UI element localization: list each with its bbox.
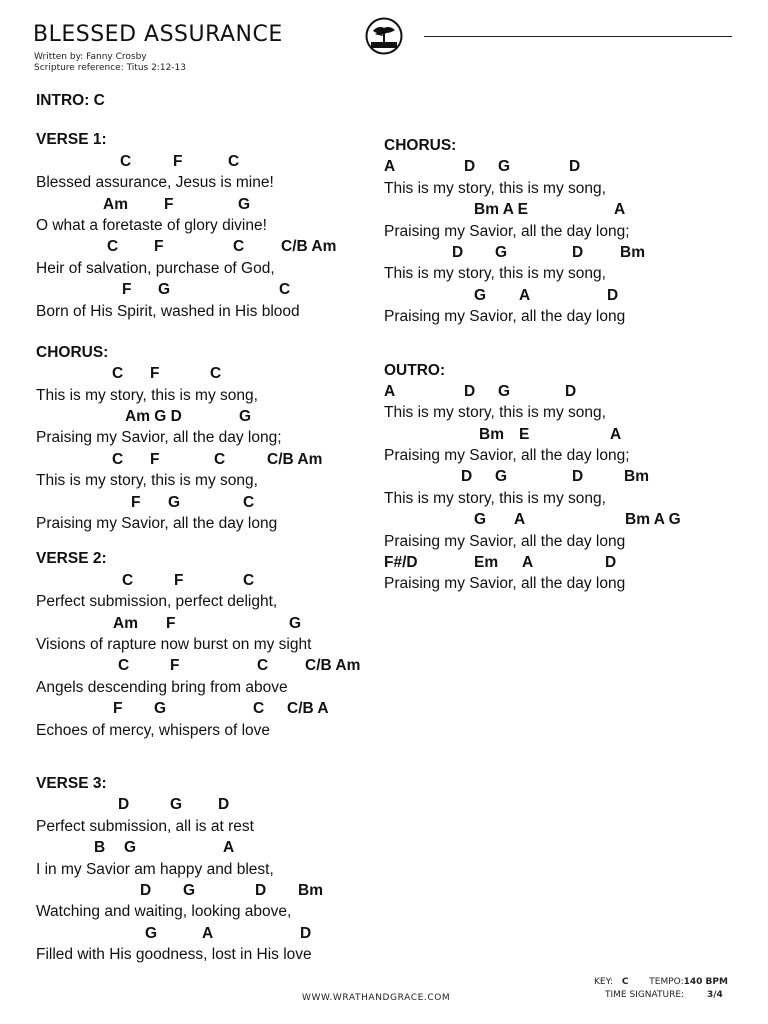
chord: D xyxy=(452,243,464,261)
chord: G xyxy=(183,881,196,899)
outro-heading: OUTRO: xyxy=(384,361,446,379)
key-value: C xyxy=(621,977,629,987)
chord-line xyxy=(36,698,329,719)
chord: G xyxy=(474,286,487,304)
chord: D xyxy=(118,796,130,814)
chord: F xyxy=(166,614,176,632)
lyric-line: Praising my Savior, all the day long; xyxy=(384,447,630,465)
chord: G xyxy=(170,796,183,814)
chord: F xyxy=(170,657,180,675)
chord: D xyxy=(464,382,476,400)
chorus1-heading: CHORUS: xyxy=(36,343,109,361)
chord: D xyxy=(607,286,619,304)
chord: C xyxy=(233,238,245,256)
chord: C/B A xyxy=(287,700,329,718)
chord: Bm A G xyxy=(625,511,681,529)
lyric-line: Visions of rapture now burst on my sight xyxy=(36,635,312,653)
lyric-line: Praising my Savior, all the day long xyxy=(36,515,278,533)
header-rule xyxy=(424,36,732,37)
chord: D xyxy=(605,554,617,572)
chord: F xyxy=(131,493,141,511)
chord: G xyxy=(168,493,181,511)
chord: A xyxy=(202,924,214,942)
chord: F xyxy=(174,571,184,589)
chord: C xyxy=(214,450,226,468)
chord: C xyxy=(122,571,134,589)
song-title: BLESSED ASSURANCE xyxy=(33,22,283,47)
chord-line xyxy=(384,199,630,220)
chord-line xyxy=(36,279,312,300)
lyric-line: Praising my Savior, all the day long; xyxy=(36,429,282,447)
chord: A xyxy=(522,554,534,572)
chord: C/B Am xyxy=(267,450,323,468)
chord-line xyxy=(384,285,630,306)
chord: E xyxy=(519,425,530,443)
chord: A xyxy=(514,511,526,529)
chord: G xyxy=(124,839,137,857)
chord: C/B Am xyxy=(305,657,361,675)
chord: C xyxy=(120,152,132,170)
chord: G xyxy=(145,924,158,942)
lyric-line: O what a foretaste of glory divine! xyxy=(36,216,267,234)
chord-line xyxy=(36,151,312,172)
chord: Bm A E xyxy=(474,201,528,219)
chord: F xyxy=(122,281,132,299)
chord-line xyxy=(36,194,312,215)
chord: Bm xyxy=(620,243,645,261)
chord: G xyxy=(498,158,511,176)
intro-heading: INTRO: C xyxy=(36,92,105,109)
chord: F xyxy=(164,195,174,213)
lyric-line: Angels descending bring from above xyxy=(36,678,288,696)
chord: D xyxy=(461,468,473,486)
chord-line xyxy=(384,156,630,177)
chord-line xyxy=(384,509,681,530)
chord: G xyxy=(495,468,508,486)
chord: A xyxy=(614,201,626,219)
verse3-heading: VERSE 3: xyxy=(36,774,107,792)
lyric-line: This is my story, this is my song, xyxy=(384,265,606,283)
lyric-line: Echoes of mercy, whispers of love xyxy=(36,721,271,739)
lyric-line: Born of His Spirit, washed in His blood xyxy=(36,302,300,320)
chord-line xyxy=(36,613,312,634)
chord: B xyxy=(94,839,106,857)
time-signature-line xyxy=(605,989,728,1002)
chord: D xyxy=(565,382,577,400)
chord: Am xyxy=(103,195,128,213)
chord: C xyxy=(253,700,265,718)
verse1-heading: VERSE 1: xyxy=(36,131,107,149)
chord: Bm xyxy=(624,468,649,486)
tempo-value: 140 BPM xyxy=(683,977,728,987)
right-column xyxy=(384,135,681,595)
time-signature-label: TIME SIGNATURE: xyxy=(605,990,685,1000)
lyric-line: Perfect submission, perfect delight, xyxy=(36,593,278,611)
chord: G xyxy=(238,195,251,213)
chord-line xyxy=(36,236,337,257)
chord: F xyxy=(113,700,123,718)
chord: Am xyxy=(113,614,138,632)
chord-line xyxy=(36,363,312,384)
lyric-line: Praising my Savior, all the day long xyxy=(384,532,626,550)
chord: C xyxy=(243,571,255,589)
chord-line xyxy=(36,492,312,513)
verse2-heading: VERSE 2: xyxy=(36,550,107,568)
chord: C xyxy=(210,365,222,383)
chord: C xyxy=(112,450,124,468)
chord: G xyxy=(239,408,252,426)
chord: G xyxy=(474,511,487,529)
lyric-line: This is my story, this is my song, xyxy=(384,404,606,422)
chord-line xyxy=(36,570,312,591)
chord: Am G D xyxy=(125,408,182,426)
chord: A xyxy=(223,839,235,857)
chord: F#/D xyxy=(384,554,418,572)
lyric-line: Perfect submission, all is at rest xyxy=(36,817,254,835)
lyric-line: Heir of salvation, purchase of God, xyxy=(36,259,275,277)
left-column xyxy=(36,90,361,965)
chord: Bm xyxy=(479,425,504,443)
chord-line xyxy=(36,923,312,944)
chord-line xyxy=(384,242,645,263)
chord: Em xyxy=(474,554,499,572)
chorus2-heading: CHORUS: xyxy=(384,137,457,154)
chord: D xyxy=(572,468,584,486)
chord: D xyxy=(569,158,581,176)
key-label: KEY: xyxy=(594,977,613,987)
song-info xyxy=(594,976,728,1002)
chord-line xyxy=(36,406,312,427)
chord: D xyxy=(218,796,230,814)
chord-line xyxy=(36,794,312,815)
scripture-reference: Scripture reference: Titus 2:12-13 xyxy=(34,63,186,73)
chord: F xyxy=(150,365,160,383)
chord: G xyxy=(498,382,511,400)
lyric-line: This is my story, this is my song, xyxy=(36,472,258,490)
chord: C/B Am xyxy=(281,238,337,256)
time-signature-value: 3/4 xyxy=(706,990,723,1000)
chord: G xyxy=(158,281,171,299)
chord: C xyxy=(118,657,130,675)
tempo-label: TEMPO: xyxy=(649,977,684,987)
chord: D xyxy=(140,881,152,899)
chord: C xyxy=(243,493,255,511)
chord: C xyxy=(279,281,291,299)
chord: G xyxy=(154,700,167,718)
chord: C xyxy=(228,152,240,170)
chord: F xyxy=(173,152,183,170)
chord: A xyxy=(610,425,622,443)
chord: C xyxy=(112,365,124,383)
chord: A xyxy=(384,158,396,176)
chord: G xyxy=(495,243,508,261)
chord-line xyxy=(36,655,361,676)
website-url: WWW.WRATHANDGRACE.COM xyxy=(302,993,451,1003)
lyric-line: Praising my Savior, all the day long xyxy=(384,308,626,326)
key-tempo-line xyxy=(594,976,728,989)
chord: A xyxy=(384,382,396,400)
lyric-line: I in my Savior am happy and blest, xyxy=(36,860,274,878)
chord-line xyxy=(384,552,630,573)
chord-line xyxy=(36,449,323,470)
tree-logo-icon xyxy=(365,17,403,55)
chord: C xyxy=(257,657,269,675)
chord: G xyxy=(289,614,302,632)
chord-line xyxy=(384,381,630,402)
lyric-line: Praising my Savior, all the day long xyxy=(384,575,626,593)
chord: D xyxy=(255,881,267,899)
chord: Bm xyxy=(298,881,323,899)
chord: D xyxy=(464,158,476,176)
chord: F xyxy=(154,238,164,256)
lyric-line: This is my story, this is my song, xyxy=(384,489,606,507)
chord: F xyxy=(150,450,160,468)
chord-line xyxy=(384,424,630,445)
chord: A xyxy=(519,286,531,304)
chord-line xyxy=(36,880,323,901)
lyric-line: Filled with His goodness, lost in His love xyxy=(36,946,312,964)
lyric-line: This is my story, this is my song, xyxy=(36,386,258,404)
written-by: Written by: Fanny Crosby xyxy=(34,52,147,62)
lyric-line: This is my story, this is my song, xyxy=(384,179,606,197)
chord: D xyxy=(300,924,312,942)
lyric-line: Praising my Savior, all the day long; xyxy=(384,222,630,240)
chord: C xyxy=(107,238,119,256)
lyric-line: Watching and waiting, looking above, xyxy=(36,903,292,921)
chord: D xyxy=(572,243,584,261)
chord-line xyxy=(36,837,312,858)
chord-line xyxy=(384,466,649,487)
lyric-line: Blessed assurance, Jesus is mine! xyxy=(36,174,274,192)
